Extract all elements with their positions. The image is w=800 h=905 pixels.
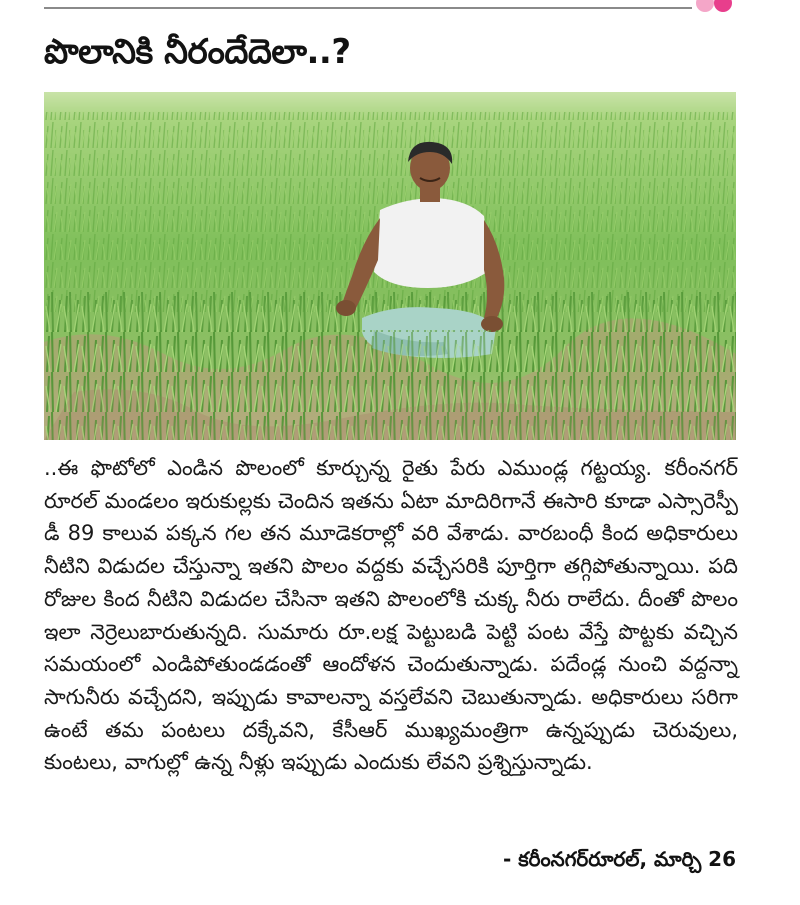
article-dateline: - కరీంనగర్‌రూరల్, మార్చి 26 (502, 847, 736, 871)
top-divider-rule (44, 7, 692, 9)
pink-dot-dark (714, 0, 732, 12)
farmer-in-paddy-field-photo (44, 92, 736, 440)
article-body-text: ..ఈ ఫొటోలో ఎండిన పొలంలో కూర్చున్న రైతు పేరు ఎముండ్ల గట్టయ్య. కరీంనగర్ రూరల్ మండలం ఇరుకుల్లకు చెందిన ఇతను ఏటా మాదిరిగానే ఈసారి కూడా ఎస్సారెస్పీ డీ 89 కాలువ పక్కన గల తన మూడెకరాల్లో వరి వేశాడు. వారబంధీ కింద అధికారులు నీటిని విడుదల చేస్తున్నా ఇతని పొలం వద్దకు వచ్చేసరికి పూర్తిగా తగ్గిపోతున్నాయి. పది రోజుల కింద నీటిని విడుదల చేసినా ఇతని పొలంలోకి చుక్క నీరు రాలేదు. దీంతో పొలం ఇలా నెర్రెలుబారుతున్నది. సుమారు రూ.లక్ష పెట్టుబడి పెట్టి పంట వేస్తే పొట్టకు వచ్చిన సమయంలో ఎండిపోతుండడంతో ఆందోళన చెందుతున్నాడు. పదేండ్ల నుంచి వద్దన్నా సాగునీరు వచ్చేదని, ఇప్పుడు కావాలన్నా వస్తలేవని చెబుతున్నాడు. అధికారులు సరిగా ఉంటే తమ పంటలు దక్కేవని, కేసీఆర్ ముఖ్యమంత్రిగా ఉన్నప్పుడు చెరువులు, కుంటలు, వాగుల్లో ఉన్న నీళ్లు ఇప్పుడు ఎందుకు లేవని ప్రశ్నిస్తున్నాడు. (44, 456, 738, 775)
pink-dot-light (696, 0, 714, 12)
article-headline: పొలానికి నీరందేదెలా..? (44, 32, 351, 72)
section-ornament-dots (682, 0, 742, 16)
